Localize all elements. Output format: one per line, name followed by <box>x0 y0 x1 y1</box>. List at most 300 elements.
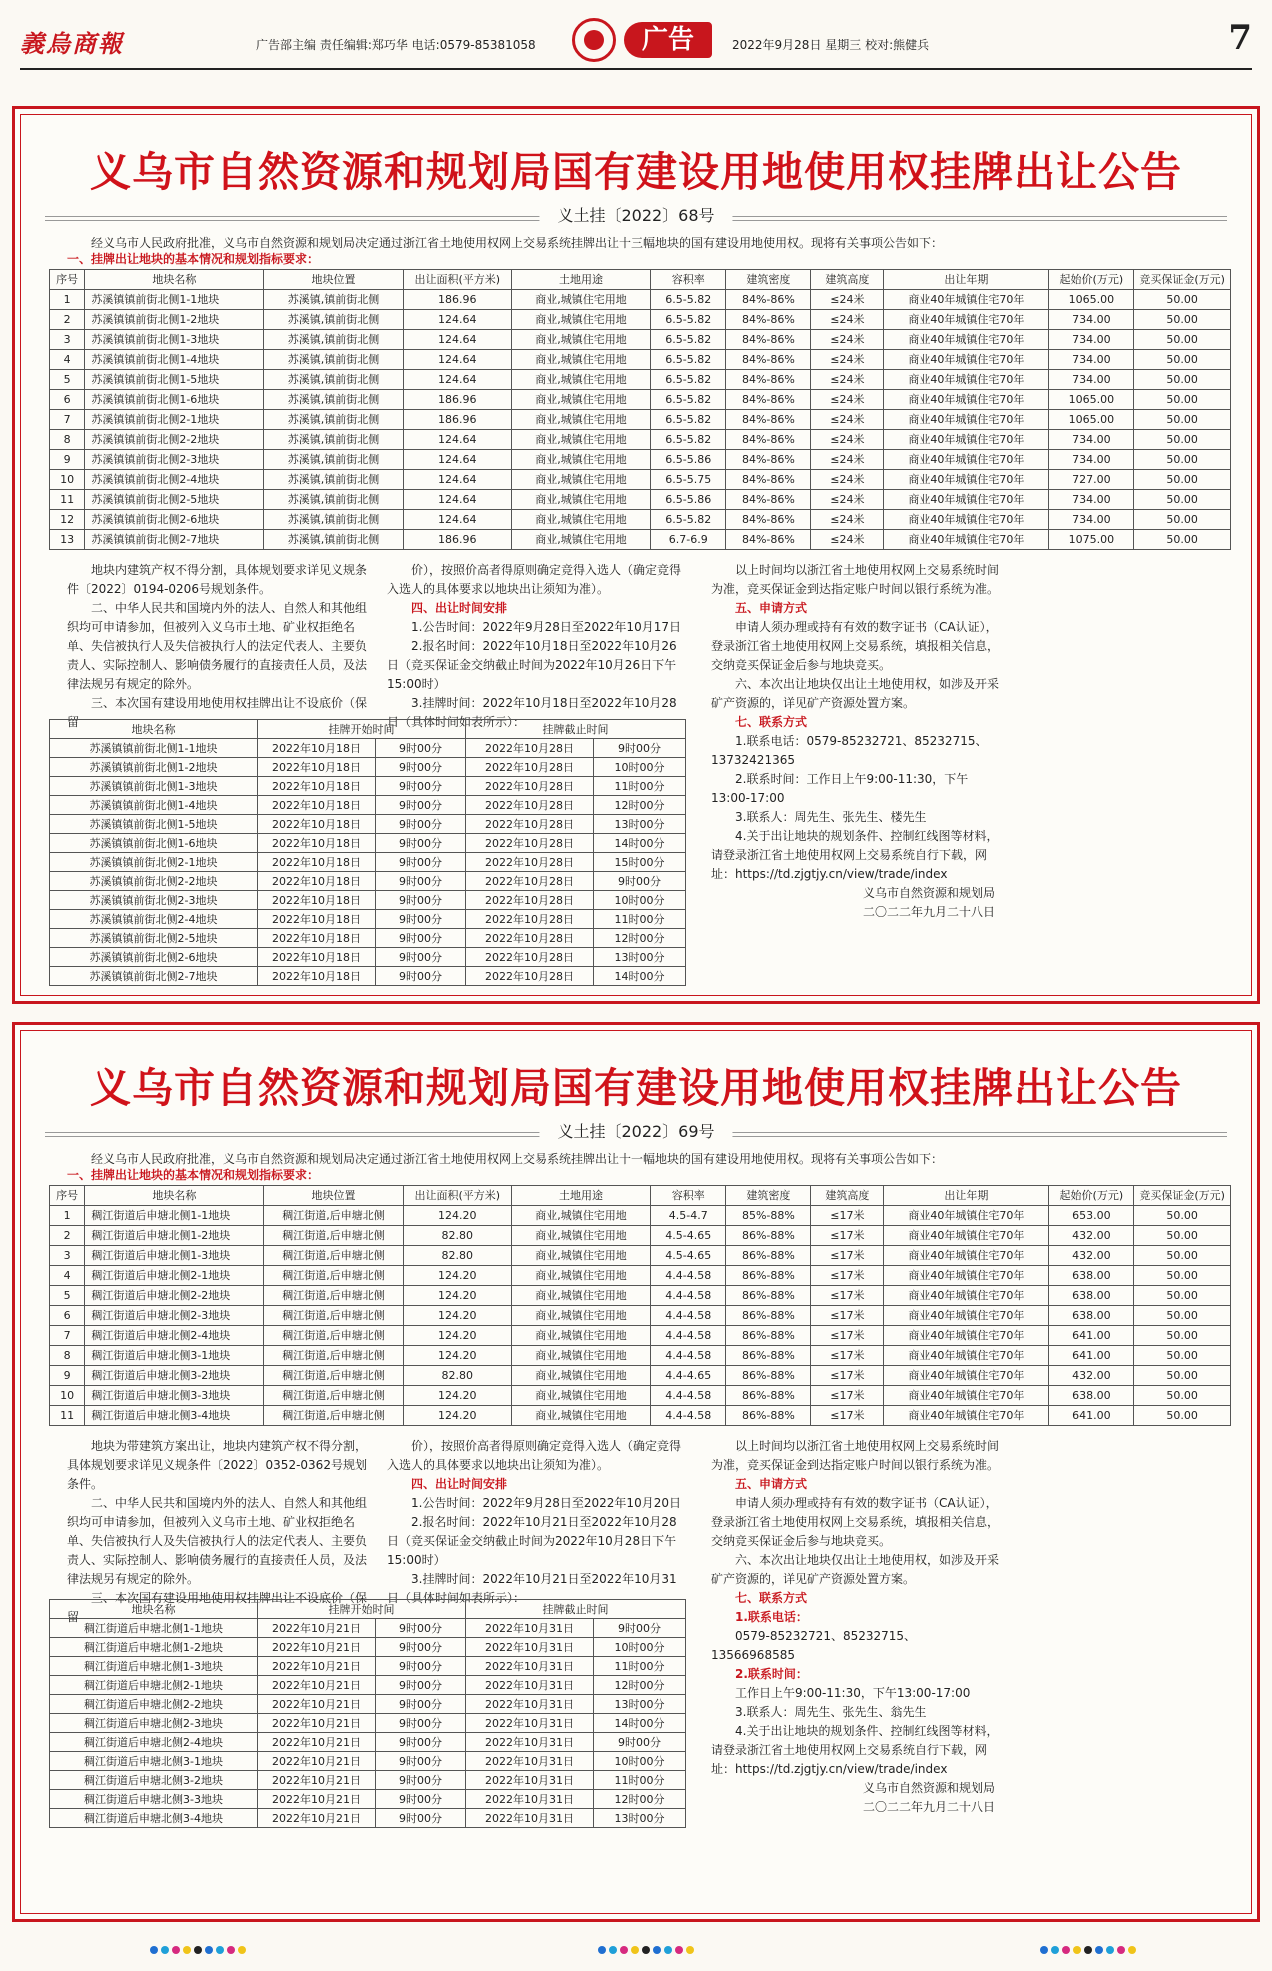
table-cell: ≤17米 <box>811 1346 884 1366</box>
table-cell: 商业40年城镇住宅70年 <box>884 510 1049 530</box>
register-mark <box>653 1946 661 1954</box>
table-cell: 82.80 <box>403 1226 511 1246</box>
table-cell: 84%-86% <box>726 470 811 490</box>
table-header-cell: 起始价(万元) <box>1049 1186 1134 1206</box>
register-mark <box>161 1946 169 1954</box>
table-cell: 苏溪镇,镇前街北侧 <box>264 510 403 530</box>
register-mark <box>238 1946 246 1954</box>
table-cell: 商业,城镇住宅用地 <box>511 450 650 470</box>
table-cell: 商业,城镇住宅用地 <box>511 430 650 450</box>
text-column-1 <box>67 561 367 732</box>
table-cell: 653.00 <box>1049 1206 1134 1226</box>
register-mark <box>598 1946 606 1954</box>
table-cell: 稠江街道后申塘北侧1-2地块 <box>85 1226 264 1246</box>
table-row <box>50 1638 686 1657</box>
section-1-heading: 一、挂牌出让地块的基本情况和规划指标要求： <box>67 1168 320 1182</box>
table-cell: 9时00分 <box>376 739 466 758</box>
table-cell: 商业40年城镇住宅70年 <box>884 410 1049 430</box>
table-cell: 84%-86% <box>726 450 811 470</box>
table-cell: 9时00分 <box>376 853 466 872</box>
table-cell: 商业40年城镇住宅70年 <box>884 1346 1049 1366</box>
table-cell: 商业,城镇住宅用地 <box>511 1326 650 1346</box>
table-cell: 商业,城镇住宅用地 <box>511 1286 650 1306</box>
text-column-2 <box>387 561 687 732</box>
notice-title: 义乌市自然资源和规划局国有建设用地使用权挂牌出让公告 <box>90 148 1182 196</box>
table-cell: 124.20 <box>403 1406 511 1426</box>
table-cell: 2022年10月18日 <box>258 758 376 777</box>
table-cell: 苏溪镇镇前街北侧2-5地块 <box>85 490 264 510</box>
table-cell: 商业40年城镇住宅70年 <box>884 430 1049 450</box>
table-cell: 商业40年城镇住宅70年 <box>884 1206 1049 1226</box>
table-row <box>50 1246 1231 1266</box>
table-cell: 苏溪镇镇前街北侧1-3地块 <box>85 330 264 350</box>
table-cell: 85%-88% <box>726 1206 811 1226</box>
table-cell: 10时00分 <box>594 891 686 910</box>
table-cell: 6.5-5.82 <box>651 510 726 530</box>
table-row <box>50 290 1231 310</box>
table-cell: 50.00 <box>1134 370 1231 390</box>
paragraph: 价），按照价高者得原则确定竞得入选人（确定竞得入选人的具体要求以地块出让须知为准）。 <box>387 563 682 596</box>
table-row <box>50 1809 686 1828</box>
table-cell: 9时00分 <box>376 815 466 834</box>
parcel-table <box>49 1185 1231 1426</box>
table-cell: 稠江街道后申塘北侧2-1地块 <box>50 1676 258 1695</box>
table-cell: 9时00分 <box>376 1771 466 1790</box>
table-cell: 9时00分 <box>376 891 466 910</box>
table-cell: 82.80 <box>403 1366 511 1386</box>
table-cell: 11时00分 <box>594 777 686 796</box>
table-cell: 苏溪镇,镇前街北侧 <box>264 370 403 390</box>
table-cell: 50.00 <box>1134 1366 1231 1386</box>
table-cell: 2022年10月18日 <box>258 739 376 758</box>
table-cell: 苏溪镇,镇前街北侧 <box>264 530 403 550</box>
table-cell: 2022年10月31日 <box>466 1714 594 1733</box>
table-cell: 商业,城镇住宅用地 <box>511 350 650 370</box>
table-cell: ≤24米 <box>811 470 884 490</box>
table-cell: 9时00分 <box>594 1619 686 1638</box>
table-cell: 10 <box>50 1386 85 1406</box>
table-cell: ≤17米 <box>811 1206 884 1226</box>
table-cell: 6.5-5.75 <box>651 470 726 490</box>
table-cell: 9时00分 <box>376 1695 466 1714</box>
table-cell: 13时00分 <box>594 1809 686 1828</box>
table-cell: 苏溪镇,镇前街北侧 <box>264 310 403 330</box>
table-row <box>50 390 1231 410</box>
table-cell: 124.64 <box>403 510 511 530</box>
table-cell: 商业40年城镇住宅70年 <box>884 1406 1049 1426</box>
table-cell: ≤24米 <box>811 430 884 450</box>
table-cell: 苏溪镇镇前街北侧2-7地块 <box>50 967 258 986</box>
table-cell: 9时00分 <box>376 758 466 777</box>
table-cell: 50.00 <box>1134 450 1231 470</box>
table-cell: 2022年10月21日 <box>258 1714 376 1733</box>
table-cell: 2022年10月21日 <box>258 1695 376 1714</box>
table-cell: 3 <box>50 1246 85 1266</box>
table-cell: 稠江街道后申塘北侧2-4地块 <box>50 1733 258 1752</box>
register-mark <box>183 1946 191 1954</box>
table-row <box>50 330 1231 350</box>
table-cell: 商业40年城镇住宅70年 <box>884 350 1049 370</box>
register-mark <box>631 1946 639 1954</box>
table-cell: 86%-88% <box>726 1406 811 1426</box>
table-cell: 124.20 <box>403 1206 511 1226</box>
table-header-row <box>50 720 686 739</box>
table-cell: 186.96 <box>403 290 511 310</box>
table-cell: 2022年10月31日 <box>466 1809 594 1828</box>
paragraph: 二、中华人民共和国境内外的法人、自然人和其他组织均可申请参加，但被列入义乌市土地、矿业权拒绝名单、失信被执行人及失信被执行人的法定代表人、主要负责人、实际控制人、影响债务履行的直接责任人员，及法律法规另有规定的除外。 <box>67 1496 368 1586</box>
table-cell: 稠江街道,后申塘北侧 <box>264 1306 403 1326</box>
table-cell: 13 <box>50 530 85 550</box>
table-cell: ≤24米 <box>811 330 884 350</box>
table-cell: 商业,城镇住宅用地 <box>511 330 650 350</box>
table-cell: 苏溪镇镇前街北侧2-1地块 <box>85 410 264 430</box>
table-cell: 641.00 <box>1049 1326 1134 1346</box>
table-cell: 商业,城镇住宅用地 <box>511 530 650 550</box>
table-cell: 苏溪镇镇前街北侧2-7地块 <box>85 530 264 550</box>
paragraph: 0579-85232721、85232715、13566968585 <box>711 1629 917 1662</box>
table-cell: 2022年10月31日 <box>466 1771 594 1790</box>
register-mark <box>1095 1946 1103 1954</box>
table-cell: 商业,城镇住宅用地 <box>511 410 650 430</box>
table-cell: 商业40年城镇住宅70年 <box>884 290 1049 310</box>
table-row <box>50 739 686 758</box>
table-cell: 苏溪镇镇前街北侧2-6地块 <box>50 948 258 967</box>
table-cell: 2022年10月31日 <box>466 1790 594 1809</box>
table-header-cell: 竞买保证金(万元) <box>1134 1186 1231 1206</box>
table-cell: 2022年10月21日 <box>258 1771 376 1790</box>
table-cell: 苏溪镇镇前街北侧1-2地块 <box>50 758 258 777</box>
table-cell: 稠江街道后申塘北侧2-3地块 <box>50 1714 258 1733</box>
table-row <box>50 1657 686 1676</box>
table-cell: 50.00 <box>1134 1346 1231 1366</box>
table-cell: 84%-86% <box>726 490 811 510</box>
table-cell: 84%-86% <box>726 290 811 310</box>
table-cell: 9时00分 <box>594 739 686 758</box>
paragraph: 地块内建筑产权不得分割，具体规划要求详见义规条件〔2022〕0194-0206号规划条件。 <box>67 563 368 596</box>
table-row <box>50 948 686 967</box>
table-cell: 7 <box>50 410 85 430</box>
table-cell: 稠江街道,后申塘北侧 <box>264 1286 403 1306</box>
table-cell: 124.20 <box>403 1346 511 1366</box>
table-cell: 苏溪镇,镇前街北侧 <box>264 430 403 450</box>
table-cell: 稠江街道后申塘北侧3-1地块 <box>50 1752 258 1771</box>
table-cell: 商业40年城镇住宅70年 <box>884 330 1049 350</box>
register-mark <box>1051 1946 1059 1954</box>
table-cell: 15时00分 <box>594 853 686 872</box>
paragraph: 六、本次出让地块仅出让土地使用权，如涉及开采矿产资源的，详见矿产资源处置方案。 <box>711 1553 1000 1586</box>
table-header-cell: 挂牌开始时间 <box>258 720 466 739</box>
table-cell: 2022年10月28日 <box>466 796 594 815</box>
table-row <box>50 510 1231 530</box>
table-cell: 商业40年城镇住宅70年 <box>884 1306 1049 1326</box>
table-cell: 10时00分 <box>594 1752 686 1771</box>
table-cell: 6.5-5.82 <box>651 390 726 410</box>
table-cell: 5 <box>50 370 85 390</box>
section-heading: 五、申请方式 <box>735 601 808 615</box>
table-header-row <box>50 270 1231 290</box>
table-cell: 2022年10月28日 <box>466 967 594 986</box>
paragraph: 工作日上午9:00-11:30，下午13:00-17:00 <box>735 1686 971 1700</box>
table-cell: 2022年10月18日 <box>258 948 376 967</box>
table-cell: 苏溪镇镇前街北侧2-1地块 <box>50 853 258 872</box>
table-row <box>50 910 686 929</box>
masthead <box>20 14 1252 74</box>
table-cell: 6.5-5.82 <box>651 330 726 350</box>
paragraph: 3.联系人：周先生、张先生、楼先生 <box>735 810 927 824</box>
table-cell: 734.00 <box>1049 330 1134 350</box>
table-cell: ≤24米 <box>811 350 884 370</box>
table-header-cell: 竞买保证金(万元) <box>1134 270 1231 290</box>
table-cell: 50.00 <box>1134 350 1231 370</box>
table-cell: 84%-86% <box>726 370 811 390</box>
table-header-cell: 起始价(万元) <box>1049 270 1134 290</box>
table-cell: 苏溪镇,镇前街北侧 <box>264 490 403 510</box>
table-cell: ≤17米 <box>811 1306 884 1326</box>
text-column-3 <box>711 1437 999 1817</box>
table-cell: 86%-88% <box>726 1366 811 1386</box>
table-cell: 8 <box>50 1346 85 1366</box>
table-cell: 9时00分 <box>376 910 466 929</box>
register-mark <box>227 1946 235 1954</box>
table-cell: 86%-88% <box>726 1326 811 1346</box>
table-cell: ≤17米 <box>811 1366 884 1386</box>
table-cell: 10时00分 <box>594 758 686 777</box>
table-cell: 稠江街道,后申塘北侧 <box>264 1266 403 1286</box>
table-cell: 2022年10月21日 <box>258 1638 376 1657</box>
table-cell: 1065.00 <box>1049 290 1134 310</box>
table-cell: 苏溪镇镇前街北侧1-6地块 <box>50 834 258 853</box>
table-row <box>50 853 686 872</box>
paper-name: 義烏商報 <box>20 29 124 58</box>
paragraph: 3.挂牌时间：2022年10月21日至2022年10月31日（具体时间如表所示）： <box>387 1572 677 1605</box>
table-cell: 124.64 <box>403 450 511 470</box>
table-cell: 50.00 <box>1134 1206 1231 1226</box>
table-cell: 2022年10月28日 <box>466 853 594 872</box>
table-cell: 稠江街道后申塘北侧2-2地块 <box>50 1695 258 1714</box>
table-cell: 9时00分 <box>376 777 466 796</box>
table-cell: 稠江街道后申塘北侧2-3地块 <box>85 1306 264 1326</box>
table-cell: 稠江街道后申塘北侧1-1地块 <box>50 1619 258 1638</box>
table-cell: 稠江街道,后申塘北侧 <box>264 1406 403 1426</box>
register-mark <box>216 1946 224 1954</box>
table-cell: 6.5-5.82 <box>651 310 726 330</box>
table-cell: 2022年10月18日 <box>258 796 376 815</box>
table-cell: 50.00 <box>1134 490 1231 510</box>
table-cell: 商业40年城镇住宅70年 <box>884 470 1049 490</box>
register-marks-center <box>598 1946 694 1956</box>
table-cell: 商业40年城镇住宅70年 <box>884 1326 1049 1346</box>
table-cell: 苏溪镇镇前街北侧1-4地块 <box>85 350 264 370</box>
table-cell: 4.4-4.58 <box>651 1306 726 1326</box>
table-cell: ≤24米 <box>811 530 884 550</box>
table-cell: 2022年10月21日 <box>258 1733 376 1752</box>
table-cell: 734.00 <box>1049 450 1134 470</box>
table-cell: 商业40年城镇住宅70年 <box>884 1246 1049 1266</box>
page-number: 7 <box>1228 18 1252 58</box>
table-cell: 4.5-4.65 <box>651 1226 726 1246</box>
table-row <box>50 1790 686 1809</box>
table-cell: 86%-88% <box>726 1266 811 1286</box>
table-cell: 124.64 <box>403 370 511 390</box>
table-row <box>50 1406 1231 1426</box>
table-cell: 50.00 <box>1134 330 1231 350</box>
table-cell: 4 <box>50 1266 85 1286</box>
signature-date: 二〇二二年九月二十八日 <box>862 1800 995 1814</box>
table-cell: 稠江街道,后申塘北侧 <box>264 1206 403 1226</box>
table-cell: 2022年10月28日 <box>466 758 594 777</box>
table-cell: 11时00分 <box>594 1771 686 1790</box>
signature-org: 义乌市自然资源和规划局 <box>862 1781 995 1795</box>
table-cell: 186.96 <box>403 530 511 550</box>
table-header-row <box>50 1186 1231 1206</box>
table-cell: 4.4-4.58 <box>651 1386 726 1406</box>
table-cell: 124.20 <box>403 1386 511 1406</box>
table-cell: 稠江街道后申塘北侧3-2地块 <box>50 1771 258 1790</box>
table-cell: 稠江街道,后申塘北侧 <box>264 1246 403 1266</box>
table-cell: 124.64 <box>403 310 511 330</box>
table-row <box>50 1619 686 1638</box>
table-cell: 稠江街道后申塘北侧1-3地块 <box>85 1246 264 1266</box>
table-cell: 2022年10月18日 <box>258 834 376 853</box>
table-cell: 4.5-4.7 <box>651 1206 726 1226</box>
table-cell: 641.00 <box>1049 1346 1134 1366</box>
table-cell: 4.4-4.65 <box>651 1366 726 1386</box>
table-cell: 9时00分 <box>376 929 466 948</box>
table-cell: ≤24米 <box>811 410 884 430</box>
table-cell: 2022年10月21日 <box>258 1619 376 1638</box>
table-cell: 商业,城镇住宅用地 <box>511 390 650 410</box>
table-row <box>50 1226 1231 1246</box>
table-row <box>50 891 686 910</box>
register-mark <box>205 1946 213 1954</box>
table-cell: 734.00 <box>1049 510 1134 530</box>
table-cell: 11时00分 <box>594 1657 686 1676</box>
table-cell: 商业40年城镇住宅70年 <box>884 1386 1049 1406</box>
table-header-cell: 挂牌开始时间 <box>258 1600 466 1619</box>
table-cell: 638.00 <box>1049 1266 1134 1286</box>
register-mark <box>1040 1946 1048 1954</box>
table-row <box>50 1346 1231 1366</box>
table-cell: 50.00 <box>1134 410 1231 430</box>
table-row <box>50 450 1231 470</box>
table-row <box>50 410 1231 430</box>
table-cell: 稠江街道后申塘北侧3-1地块 <box>85 1346 264 1366</box>
table-cell: ≤24米 <box>811 490 884 510</box>
register-mark <box>1073 1946 1081 1954</box>
table-cell: ≤17米 <box>811 1286 884 1306</box>
table-header-cell: 建筑高度 <box>811 1186 884 1206</box>
table-cell: ≤24米 <box>811 390 884 410</box>
table-cell: 4.5-4.65 <box>651 1246 726 1266</box>
table-cell: 9时00分 <box>376 1752 466 1771</box>
table-cell: 苏溪镇,镇前街北侧 <box>264 390 403 410</box>
table-cell: 6.5-5.86 <box>651 450 726 470</box>
header-rule <box>20 68 1252 70</box>
table-cell: 50.00 <box>1134 1326 1231 1346</box>
table-row <box>50 490 1231 510</box>
schedule-table <box>49 719 686 986</box>
paragraph: 2.联系时间： <box>735 1667 808 1681</box>
paragraph: 以上时间均以浙江省土地使用权网上交易系统时间为准，竞买保证金到达指定账户时间以银行系统为准。 <box>711 563 1000 596</box>
table-cell: 9 <box>50 450 85 470</box>
table-cell: 苏溪镇镇前街北侧1-4地块 <box>50 796 258 815</box>
table-cell: 84%-86% <box>726 330 811 350</box>
doc-number: 义土挂〔2022〕69号 <box>539 1121 732 1143</box>
table-cell: 13时00分 <box>594 1695 686 1714</box>
table-row <box>50 350 1231 370</box>
paragraph: 4.关于出让地块的规划条件、控制红线图等材料，请登录浙江省土地使用权网上交易系统自行下载，网址：https://td.zjgtjy.cn/view/trade/index <box>711 829 999 881</box>
table-cell: 50.00 <box>1134 1306 1231 1326</box>
table-cell: ≤17米 <box>811 1326 884 1346</box>
table-cell: 12时00分 <box>594 796 686 815</box>
table-header-cell: 地块名称 <box>50 720 258 739</box>
paragraph: 1.公告时间：2022年9月28日至2022年10月20日 <box>411 1496 681 1510</box>
section-tag: 广告 <box>624 22 712 58</box>
table-row <box>50 1306 1231 1326</box>
table-cell: 9时00分 <box>594 872 686 891</box>
table-row <box>50 1714 686 1733</box>
table-cell: 商业,城镇住宅用地 <box>511 1226 650 1246</box>
table-cell: 苏溪镇,镇前街北侧 <box>264 290 403 310</box>
table-header-cell: 建筑密度 <box>726 270 811 290</box>
table-cell: ≤17米 <box>811 1246 884 1266</box>
table-cell: 商业40年城镇住宅70年 <box>884 1226 1049 1246</box>
table-cell: 稠江街道,后申塘北侧 <box>264 1346 403 1366</box>
table-row <box>50 1366 1231 1386</box>
table-header-cell: 出让年期 <box>884 1186 1049 1206</box>
table-cell: 3 <box>50 330 85 350</box>
table-cell: 9时00分 <box>376 1619 466 1638</box>
register-marks-left <box>150 1946 246 1956</box>
table-cell: 84%-86% <box>726 530 811 550</box>
table-cell: 734.00 <box>1049 430 1134 450</box>
table-row <box>50 1752 686 1771</box>
table-cell: 苏溪镇镇前街北侧1-1地块 <box>50 739 258 758</box>
table-header-cell: 土地用途 <box>511 270 650 290</box>
table-row <box>50 872 686 891</box>
table-cell: 6.7-6.9 <box>651 530 726 550</box>
table-cell: 商业,城镇住宅用地 <box>511 1386 650 1406</box>
section-emblem-icon <box>572 18 616 62</box>
notice-69 <box>12 1022 1260 1922</box>
table-cell: 2022年10月21日 <box>258 1809 376 1828</box>
register-mark <box>172 1946 180 1954</box>
table-cell: 86%-88% <box>726 1286 811 1306</box>
table-row <box>50 370 1231 390</box>
table-cell: 734.00 <box>1049 370 1134 390</box>
table-cell: 2022年10月31日 <box>466 1676 594 1695</box>
table-cell: 638.00 <box>1049 1286 1134 1306</box>
table-cell: ≤24米 <box>811 510 884 530</box>
table-cell: 734.00 <box>1049 490 1134 510</box>
table-cell: 苏溪镇镇前街北侧1-5地块 <box>50 815 258 834</box>
table-cell: 50.00 <box>1134 510 1231 530</box>
table-cell: 苏溪镇,镇前街北侧 <box>264 470 403 490</box>
table-cell: 50.00 <box>1134 310 1231 330</box>
section-heading: 七、联系方式 <box>735 1591 808 1605</box>
table-row <box>50 796 686 815</box>
table-row <box>50 1733 686 1752</box>
register-marks-right <box>1040 1946 1136 1956</box>
table-cell: 稠江街道后申塘北侧2-1地块 <box>85 1266 264 1286</box>
table-cell: 86%-88% <box>726 1346 811 1366</box>
table-row <box>50 1206 1231 1226</box>
table-header-cell: 挂牌截止时间 <box>466 720 686 739</box>
table-cell: 734.00 <box>1049 310 1134 330</box>
table-cell: 124.64 <box>403 470 511 490</box>
table-cell: 12 <box>50 510 85 530</box>
table-cell: 2022年10月28日 <box>466 910 594 929</box>
